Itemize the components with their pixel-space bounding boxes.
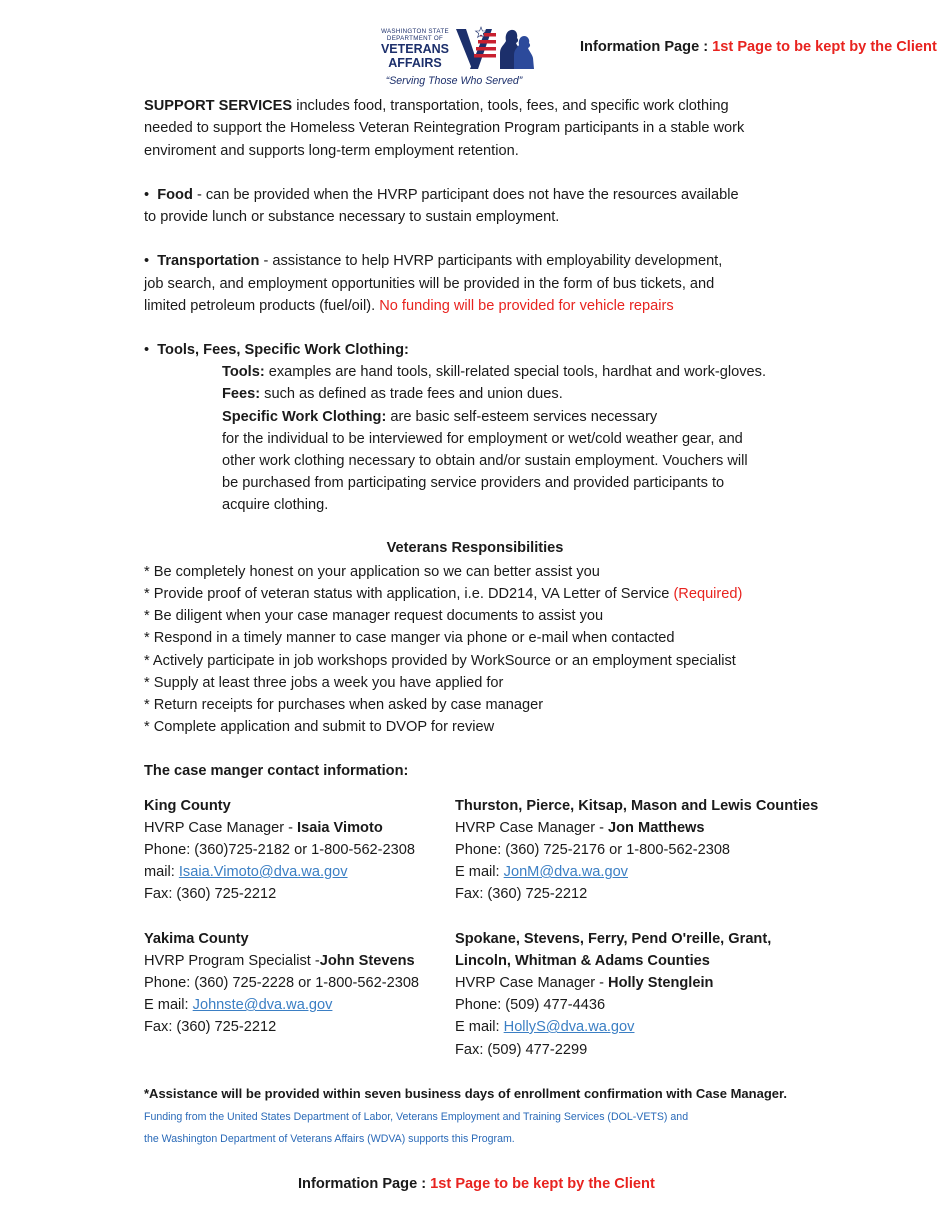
spokane-manager bbox=[455, 973, 713, 993]
wdva-logo bbox=[368, 25, 540, 91]
transportation-line-3 bbox=[144, 296, 674, 316]
thurston-manager bbox=[455, 818, 705, 838]
spokane-phone: Phone: (509) 477-4436 bbox=[455, 997, 606, 1013]
king-fax: Fax: (360) 725-2212 bbox=[144, 886, 277, 902]
transportation-line-1-text: - assistance to help HVRP participants with employability development, bbox=[259, 253, 723, 269]
thurston-email-line bbox=[455, 862, 628, 882]
king-county-title: King County bbox=[144, 798, 231, 814]
transportation-title: Transportation bbox=[157, 253, 260, 269]
logo-motto: “Serving Those Who Served” bbox=[385, 75, 523, 87]
logo-org-line1: WASHINGTON STATE bbox=[381, 28, 449, 35]
transportation-line-3-text: limited petroleum products (fuel/oil). bbox=[144, 298, 380, 314]
clothing-line-4: be purchased from participating service providers and provided participants to bbox=[222, 475, 725, 491]
yakima-fax: Fax: (360) 725-2212 bbox=[144, 1019, 277, 1035]
responsibility-item bbox=[144, 584, 742, 604]
contacts-heading: The case manger contact information: bbox=[144, 763, 409, 779]
yakima-phone: Phone: (360) 725-2228 or 1-800-562-2308 bbox=[144, 975, 420, 991]
king-email-label: mail: bbox=[144, 864, 179, 880]
king-role: HVRP Case Manager - bbox=[144, 820, 298, 836]
fees-label: Fees: bbox=[222, 386, 261, 402]
responsibility-item: * Respond in a timely manner to case manger via phone or e-mail when contacted bbox=[144, 630, 675, 646]
clothing-line-1 bbox=[222, 407, 657, 427]
spokane-name: Holly Stenglein bbox=[608, 975, 714, 991]
bullet: • bbox=[144, 342, 150, 358]
logo-org-text bbox=[374, 28, 456, 42]
spokane-email-label: E mail: bbox=[455, 1019, 504, 1035]
intro-line-3: enviroment and supports long-term employment retention. bbox=[144, 143, 519, 159]
thurston-fax: Fax: (360) 725-2212 bbox=[455, 886, 588, 902]
yakima-manager bbox=[144, 951, 415, 971]
bullet: • bbox=[144, 253, 150, 269]
spokane-fax: Fax: (509) 477-2299 bbox=[455, 1042, 588, 1058]
thurston-name: Jon Matthews bbox=[608, 820, 705, 836]
food-title: Food bbox=[157, 187, 193, 203]
assistance-note: *Assistance will be provided within seven business days of enrollment confirmation with Case Manager. bbox=[144, 1086, 787, 1101]
thurston-county-title: Thurston, Pierce, Kitsap, Mason and Lewis Counties bbox=[455, 798, 819, 814]
king-name: Isaia Vimoto bbox=[297, 820, 383, 836]
footer-label: Information Page : bbox=[298, 1176, 427, 1192]
logo-name-text bbox=[374, 42, 456, 70]
responsibility-item: * Complete application and submit to DVOP for review bbox=[144, 719, 495, 735]
responsibility-item: * Return receipts for purchases when asked by case manager bbox=[144, 697, 544, 713]
tools-section-title: Tools, Fees, Specific Work Clothing: bbox=[157, 342, 409, 358]
king-county-manager bbox=[144, 818, 383, 838]
yakima-county-title: Yakima County bbox=[144, 931, 249, 947]
responsibility-item: * Be diligent when your case manager request documents to assist you bbox=[144, 608, 604, 624]
thurston-email-label: E mail: bbox=[455, 864, 504, 880]
yakima-role: HVRP Program Specialist - bbox=[144, 953, 320, 969]
logo-org-line2: DEPARTMENT OF bbox=[386, 35, 444, 42]
yakima-email-label: E mail: bbox=[144, 997, 193, 1013]
tools-line bbox=[222, 362, 766, 382]
tools-label: Tools: bbox=[222, 364, 265, 380]
intro-line-2: needed to support the Homeless Veteran Reintegration Program participants in a stable work bbox=[144, 120, 745, 136]
clothing-line-3: other work clothing necessary to obtain and/or sustain employment. Vouchers will bbox=[222, 453, 748, 469]
funding-note-2: the Washington Department of Veterans Affairs (WDVA) supports this Program. bbox=[144, 1133, 515, 1145]
logo-name-line1: VETERANS bbox=[380, 42, 450, 56]
tools-heading bbox=[144, 340, 409, 360]
clothing-line-2: for the individual to be interviewed for employment or wet/cold weather gear, and bbox=[222, 431, 743, 447]
spokane-county-title-2: Lincoln, Whitman & Adams Counties bbox=[455, 953, 710, 969]
funding-note-1: Funding from the United States Department of Labor, Veterans Employment and Training Services (DOL-VETS) and bbox=[144, 1111, 689, 1123]
clothing-label: Specific Work Clothing: bbox=[222, 409, 387, 425]
yakima-email-line bbox=[144, 995, 332, 1015]
transportation-line-1 bbox=[144, 251, 722, 271]
responsibility-item: * Actively participate in job workshops provided by WorkSource or an employment specialist bbox=[144, 653, 736, 669]
clothing-text: are basic self-esteem services necessary bbox=[386, 409, 658, 425]
flag-silhouette-icon bbox=[456, 25, 536, 73]
food-line-1 bbox=[144, 185, 739, 205]
fees-text: such as defined as trade fees and union dues. bbox=[260, 386, 563, 402]
yakima-email-link[interactable]: Johnste@dva.wa.gov bbox=[192, 997, 333, 1013]
king-email-link[interactable]: Isaia.Vimoto@dva.wa.gov bbox=[178, 864, 348, 880]
header-label: Information Page : bbox=[580, 39, 709, 55]
footer-note-text: 1st Page to be kept by the Client bbox=[430, 1176, 655, 1192]
clothing-line-5: acquire clothing. bbox=[222, 497, 329, 513]
bullet: • bbox=[144, 187, 150, 203]
fees-line bbox=[222, 384, 563, 404]
spokane-county-title-1: Spokane, Stevens, Ferry, Pend O'reille, Grant, bbox=[455, 931, 772, 947]
thurston-role: HVRP Case Manager - bbox=[455, 820, 609, 836]
header-note-text: 1st Page to be kept by the Client bbox=[712, 39, 937, 55]
no-funding-note: No funding will be provided for vehicle repairs bbox=[379, 298, 674, 314]
responsibilities-heading: Veterans Responsibilities bbox=[386, 540, 564, 556]
intro-lead: SUPPORT SERVICES bbox=[144, 98, 293, 114]
responsibility-item: * Be completely honest on your application so we can better assist you bbox=[144, 564, 600, 580]
spokane-email-link[interactable]: HollyS@dva.wa.gov bbox=[503, 1019, 635, 1035]
responsibility-item-text: * Provide proof of veteran status with application, i.e. DD214, VA Letter of Service bbox=[144, 586, 674, 602]
logo-name-line2: AFFAIRS bbox=[388, 56, 442, 70]
spokane-email-line bbox=[455, 1017, 634, 1037]
food-line-1-text: - can be provided when the HVRP participant does not have the resources available bbox=[192, 187, 739, 203]
footer-note bbox=[298, 1176, 655, 1192]
responsibility-item: * Supply at least three jobs a week you have applied for bbox=[144, 675, 504, 691]
thurston-phone: Phone: (360) 725-2176 or 1-800-562-2308 bbox=[455, 842, 731, 858]
required-note: (Required) bbox=[673, 586, 743, 602]
food-line-2: to provide lunch or substance necessary to sustain employment. bbox=[144, 209, 560, 225]
thurston-email-link[interactable]: JonM@dva.wa.gov bbox=[503, 864, 628, 880]
tools-text: examples are hand tools, skill-related special tools, hardhat and work-gloves. bbox=[264, 364, 767, 380]
transportation-line-2: job search, and employment opportunities will be provided in the form of bus tickets, and bbox=[144, 276, 715, 292]
intro-line-1 bbox=[144, 96, 729, 116]
king-phone: Phone: (360)725-2182 or 1-800-562-2308 bbox=[144, 842, 415, 858]
intro-line-1-text: includes food, transportation, tools, fees, and specific work clothing bbox=[292, 98, 729, 114]
yakima-name: John Stevens bbox=[319, 953, 415, 969]
king-email-line bbox=[144, 862, 348, 882]
spokane-role: HVRP Case Manager - bbox=[455, 975, 609, 991]
header-note bbox=[580, 39, 937, 55]
